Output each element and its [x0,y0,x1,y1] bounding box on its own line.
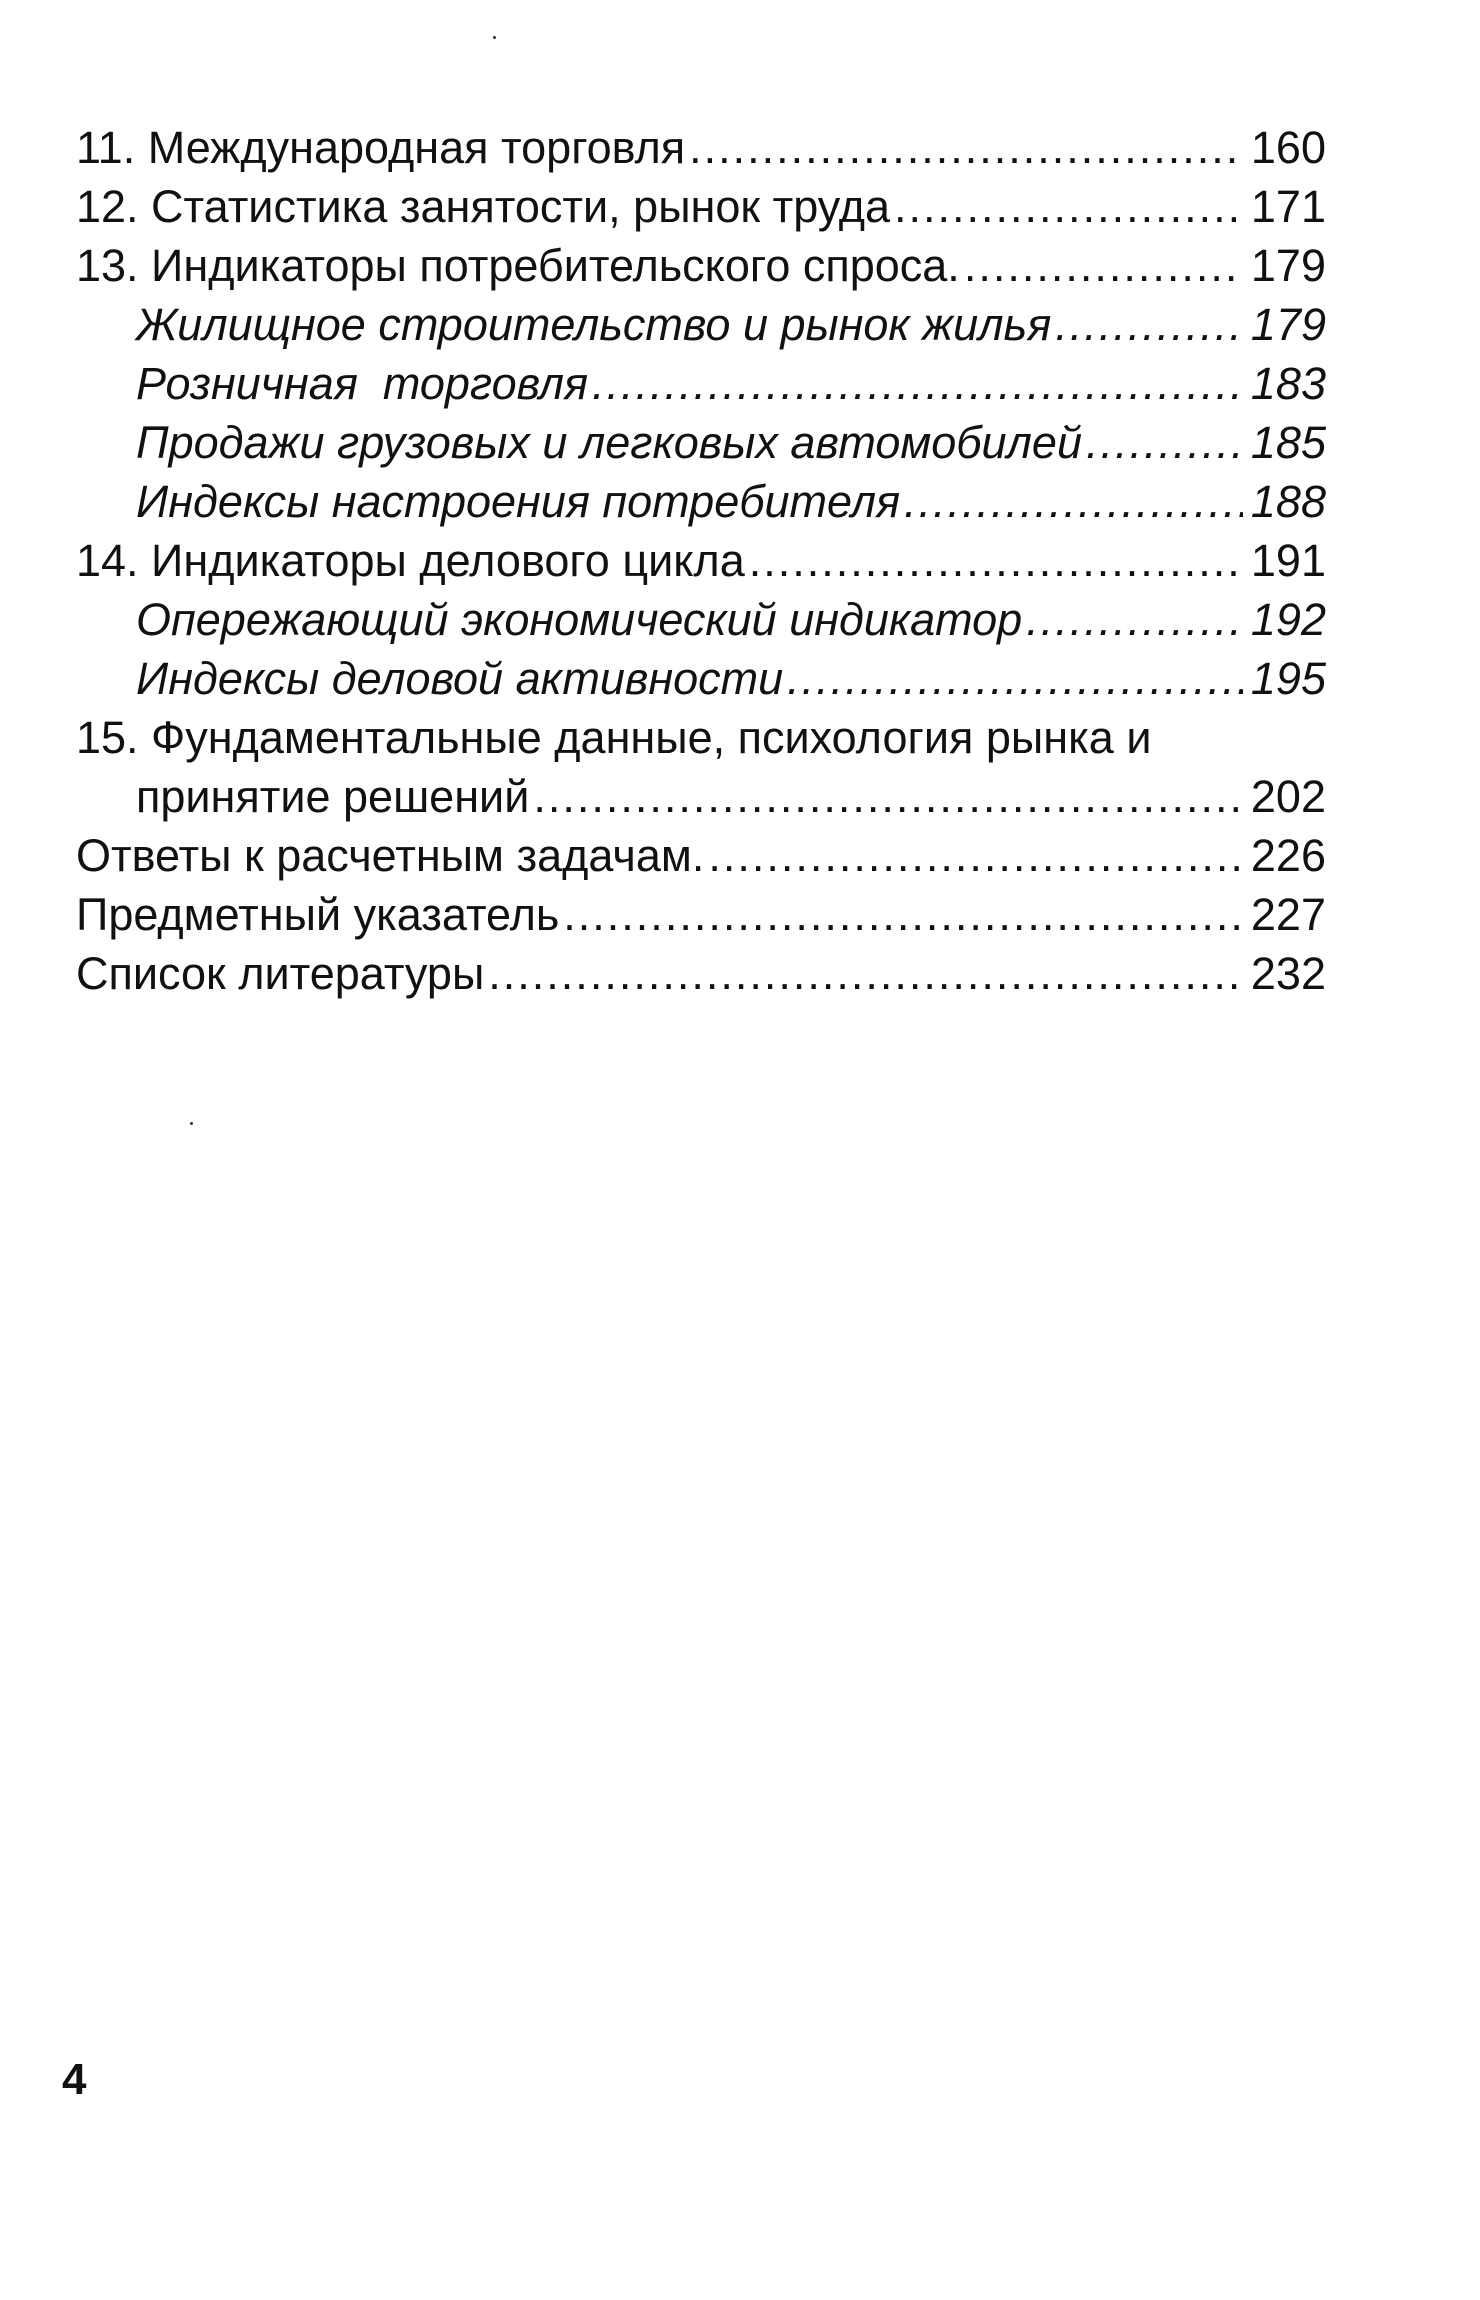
toc-subentry[interactable] [76,590,1326,649]
toc-entry[interactable] [76,236,1326,295]
toc-subentry[interactable] [76,295,1326,354]
page-number: 4 [62,2055,87,2104]
toc-entry[interactable] [76,118,1326,177]
toc-dot-leader [1086,413,1243,472]
toc-subentry[interactable] [76,413,1326,472]
toc-dot-leader [563,885,1243,944]
toc-entry-title: 15. Фундаментальные данные, психология рынка и [76,712,1152,763]
toc-entry-title: 11. Международная торговля [76,122,686,173]
toc-subentry-page: 188 [1250,476,1326,527]
scan-speck-top [493,36,496,39]
toc-entry-title: Список литературы [76,948,485,999]
toc-subentry-title: Опережающий экономический индикатор [136,594,1023,645]
toc-entry-page: 226 [1250,830,1326,881]
toc-subentry-title: Жилищное строительство и рынок жилья [136,299,1052,350]
toc-dot-leader [787,649,1243,708]
toc-dot-leader [1026,590,1243,649]
toc-dot-leader [894,177,1243,236]
toc-entry-title: Ответы к расчетным задачам. [76,830,705,881]
toc-entry-page: 179 [1250,240,1326,291]
toc-subentry-page: 192 [1250,594,1326,645]
toc-entry-title: Предметный указатель [76,889,560,940]
toc-entry[interactable] [76,826,1326,885]
toc-entry-page: 171 [1250,181,1326,232]
toc-subentry-page: 179 [1250,299,1326,350]
toc-dot-leader [964,236,1243,295]
toc-dot-leader [749,531,1243,590]
table-of-contents [76,118,1326,1003]
toc-entry-first-line[interactable] [76,708,1326,767]
toc-entry-page: 227 [1250,889,1326,940]
toc-subentry-title: Продажи грузовых и легковых автомобилей [136,417,1082,468]
toc-subentry-title: Индексы деловой активности [136,653,784,704]
scan-speck-left [190,1122,193,1125]
toc-subentry-title: Индексы настроения потребителя [136,476,900,527]
toc-subentry-title: Розничная торговля [136,358,589,409]
toc-entry-page: 232 [1250,948,1326,999]
toc-subentry-page: 185 [1250,417,1326,468]
toc-dot-leader [689,118,1243,177]
toc-entry-title: 14. Индикаторы делового цикла [76,535,745,586]
toc-subentry-page: 183 [1250,358,1326,409]
toc-dot-leader [592,354,1243,413]
toc-entry-title: 13. Индикаторы потребительского спроса. [76,240,960,291]
toc-entry[interactable] [76,531,1326,590]
toc-subentry-page: 195 [1250,653,1326,704]
toc-entry-title: 12. Статистика занятости, рынок труда [76,181,891,232]
toc-subentry[interactable] [76,354,1326,413]
toc-entry[interactable] [76,177,1326,236]
toc-entry-continuation[interactable] [76,767,1326,826]
toc-dot-leader [1055,295,1243,354]
toc-subentry[interactable] [76,472,1326,531]
toc-dot-leader [708,826,1243,885]
toc-dot-leader [533,767,1243,826]
toc-entry-page: 160 [1250,122,1326,173]
toc-entry[interactable] [76,944,1326,1003]
toc-entry-title-continued: принятие решений [136,771,530,822]
toc-dot-leader [488,944,1243,1003]
toc-dot-leader [904,472,1243,531]
toc-entry-page: 191 [1250,535,1326,586]
toc-subentry[interactable] [76,649,1326,708]
toc-entry-page: 202 [1250,771,1326,822]
toc-entry[interactable] [76,885,1326,944]
